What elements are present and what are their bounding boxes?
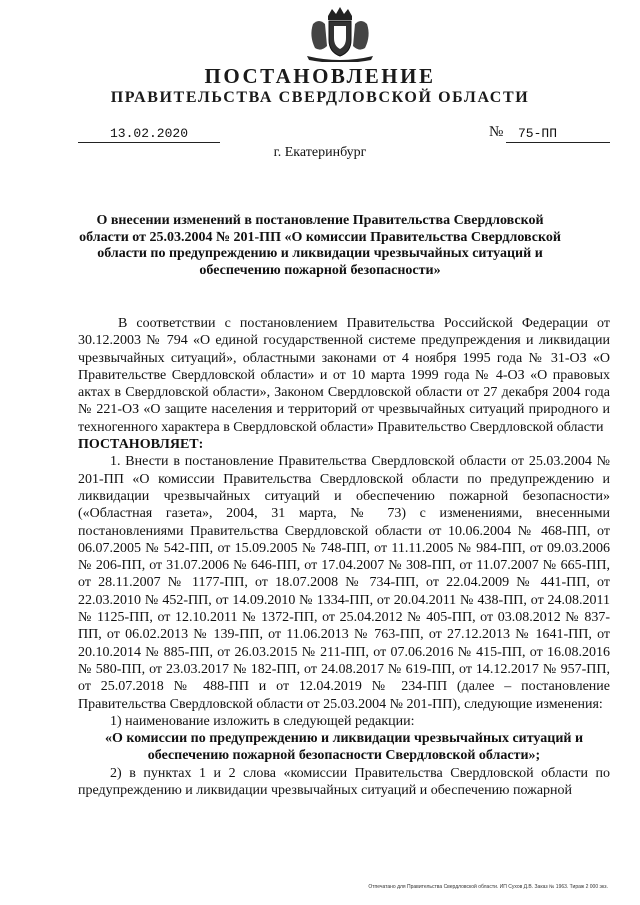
issuer-title: ПРАВИТЕЛЬСТВА СВЕРДЛОВСКОЙ ОБЛАСТИ bbox=[110, 89, 530, 106]
city: г. Екатеринбург bbox=[273, 145, 367, 160]
preamble-paragraph: В соответствии с постановлением Правительства Российской Федерации от 30.12.2003 № 794 «О единой государственной системе предупреждения и ликвидации чрезвычайных ситуаций», областными законами от 4 ноября 1995 года № 31-ОЗ «О Правительстве Свердловской области» и от 10 марта 1999 года № 4-ОЗ «О правовых актах в Свердловской области», Законом Свердловской области от 27 декабря 2004 года № 221-ОЗ «О защите населения и территорий от чрезвычайных ситуаций природного и техногенного характера в Свердловской области» Правительство Свердловской области bbox=[78, 316, 610, 435]
document-number: 75-ПП bbox=[506, 125, 610, 143]
subitem-2-paragraph: 2) в пунктах 1 и 2 слова «комиссии Правительства Свердловской области по предупреждению и ликвидации чрезвычайных ситуаций и обеспечению пожарной bbox=[78, 765, 610, 799]
decree-word: ПОСТАНОВЛЯЕТ: bbox=[78, 437, 204, 453]
new-title-quote: «О комиссии по предупреждению и ликвидации чрезвычайных ситуаций и обеспечению пожарной безопасности Свердловской области»; bbox=[104, 731, 584, 764]
coat-of-arms-icon bbox=[299, 6, 381, 62]
document-heading: О внесении изменений в постановление Правительства Свердловской области от 25.03.2004 № 201-ПП «О комиссии Правительства Свердловской области по предупреждению и ликвидации чрезвычайных ситуаций и обеспечению пожарной безопасности» bbox=[79, 213, 561, 278]
item-1-paragraph: 1. Внести в постановление Правительства Свердловской области от 25.03.2004 № 201-ПП «О комиссии Правительства Свердловской области по предупреждению и ликвидации чрезвычайных ситуаций и обеспечению пожарной безопасности» («Областная газета», 2004, 31 марта, № 73) с изменениями, внесенными постановлениями Правительства Свердловской области от 10.06.2004 № 468-ПП, от 06.07.2005 № 542-ПП, от 15.09.2005 № 748-ПП, от 11.11.2005 № 984-ПП, от 09.03.2006 № 206-ПП, от 31.07.2006 № 646-ПП, от 17.04.2007 № 308-ПП, от 11.07.2007 № 665-ПП, от 28.11.2007 № 1177-ПП, от 18.07.2008 № 734-ПП, от 22.04.2009 № 441-ПП, от 22.03.2010 № 452-ПП, от 14.09.2010 № 1334-ПП, от 20.04.2011 № 438-ПП, от 24.08.2011 № 1125-ПП, от 12.10.2011 № 1372-ПП, от 25.04.2012 № 405-ПП, от 03.08.2012 № 837-ПП, от 06.02.2013 № 139-ПП, от 11.06.2013 № 763-ПП, от 27.12.2013 № 1641-ПП, от 20.10.2014 № 885-ПП, от 26.03.2015 № 211-ПП, от 07.06.2016 № 415-ПП, от 16.08.2016 № 580-ПП, от 23.03.2017 № 182-ПП, от 24.08.2017 № 619-ПП, от 14.12.2017 № 957-ПП, от 25.07.2018 № 488-ПП и от 12.04.2019 № 234-ПП (далее – постановление Правительства Свердловской области от 25.03.2004 № 201-ПП), следующие изменения: bbox=[78, 454, 610, 712]
document-type-title: ПОСТАНОВЛЕНИЕ bbox=[204, 64, 436, 88]
subitem-1-paragraph: 1) наименование изложить в следующей редакции: bbox=[110, 713, 415, 729]
document-date: 13.02.2020 bbox=[78, 125, 220, 143]
print-footer: Отпечатано для Правительства Свердловской области. ИП Сухов Д.В. Заказ № 1963. Тираж 2 000 экз. bbox=[368, 884, 608, 890]
document-body bbox=[78, 315, 610, 799]
number-label: № bbox=[489, 124, 504, 140]
